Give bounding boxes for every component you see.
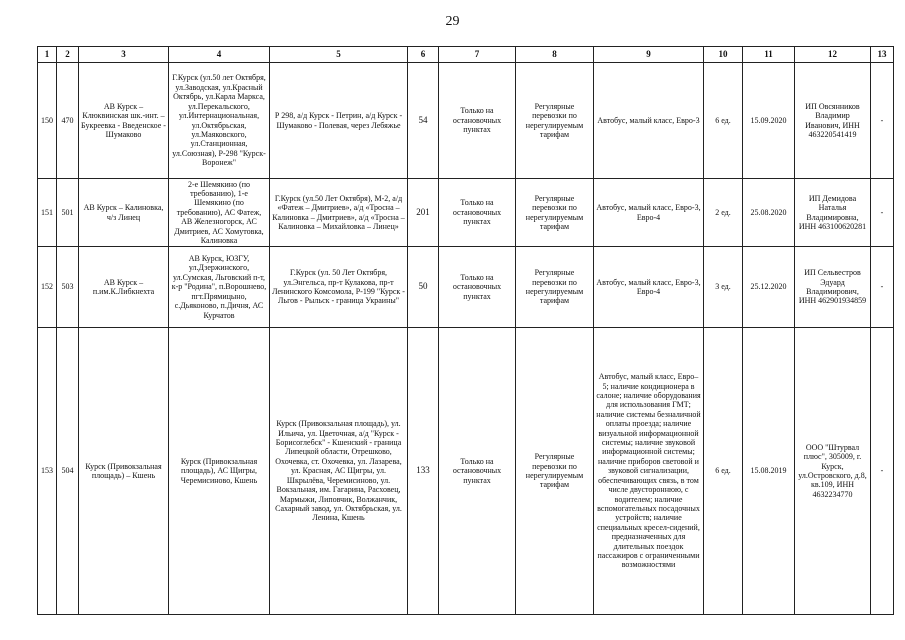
carrier-cell: ИП Овсянников Владимир Иванович, ИНН 463220541419 — [795, 63, 871, 179]
route-name-cell: Курск (Привокзальная площадь) – Кшень — [79, 328, 169, 615]
route-number-cell: 503 — [57, 247, 79, 328]
column-header: 11 — [743, 47, 795, 63]
route-number-cell: 470 — [57, 63, 79, 179]
transport-type-cell: Регулярные перевозки по нерегулируемым тарифам — [516, 63, 594, 179]
carrier-cell: ООО "Штурвал плюс", 305009, г. Курск, ул.Островского, д.8, кв.109, ИНН 4632234770 — [795, 328, 871, 615]
column-header: 8 — [516, 47, 594, 63]
length-cell: 54 — [408, 63, 439, 179]
boarding-cell: Только на остановочных пунктах — [439, 247, 516, 328]
vehicle-cell: Автобус, малый класс, Евро– 5; наличие кондиционера в салоне; наличие оборудования для использования ГМТ; наличие системы безналичной оплаты проезда; наличие визуальной информационной системы; наличие звуковой информационной системы; наличие приборов световой и звуковой сигнализации, обеспечивающих связь, в том числе двустороннюю, с водителем; наличие вспомогательных посадочных устройств; наличие специальных кресел-сидений, предназначенных для длительных поездок пассажиров с ограниченными возможностями — [594, 328, 704, 615]
note-cell: - — [871, 247, 894, 328]
note-cell: - — [871, 328, 894, 615]
vehicle-count-cell: 2 ед. — [704, 179, 743, 247]
vehicle-cell: Автобус, малый класс, Евро-3, Евро-4 — [594, 179, 704, 247]
column-header: 10 — [704, 47, 743, 63]
table-row — [38, 247, 894, 328]
carrier-cell: ИП Сельвестров Эдуард Владимирович, ИНН 462901934859 — [795, 247, 871, 328]
note-cell: - — [871, 179, 894, 247]
table-row — [38, 179, 894, 247]
transport-type-cell: Регулярные перевозки по нерегулируемым тарифам — [516, 179, 594, 247]
date-cell: 25.12.2020 — [743, 247, 795, 328]
vehicle-count-cell: 6 ед. — [704, 328, 743, 615]
length-cell: 201 — [408, 179, 439, 247]
route-name-cell: АВ Курск – Калиновка, ч/з Линец — [79, 179, 169, 247]
row-number-cell: 150 — [38, 63, 57, 179]
row-number-cell: 151 — [38, 179, 57, 247]
row-number-cell: 152 — [38, 247, 57, 328]
page-number: 29 — [445, 14, 460, 29]
date-cell: 15.09.2020 — [743, 63, 795, 179]
transport-type-cell: Регулярные перевозки по нерегулируемым тарифам — [516, 247, 594, 328]
vehicle-count-cell: 6 ед. — [704, 63, 743, 179]
column-header: 6 — [408, 47, 439, 63]
length-cell: 50 — [408, 247, 439, 328]
route-number-cell: 504 — [57, 328, 79, 615]
vehicle-cell: Автобус, малый класс, Евро-3 — [594, 63, 704, 179]
transport-type-cell: Регулярные перевозки по нерегулируемым тарифам — [516, 328, 594, 615]
streets-cell: Г.Курск (ул.50 Лет Октября), М-2, а/д «Фатеж – Дмитриев», а/д «Тросна – Калиновка – Дмитриев», а/д «Тросна – Калиновка – Михайловка – Линец» — [270, 179, 408, 247]
boarding-cell: Только на остановочных пунктах — [439, 179, 516, 247]
column-header: 1 — [38, 47, 57, 63]
column-header: 5 — [270, 47, 408, 63]
table-row — [38, 63, 894, 179]
vehicle-count-cell: 3 ед. — [704, 247, 743, 328]
boarding-cell: Только на остановочных пунктах — [439, 328, 516, 615]
stops-cell: АВ Курск, ЮЗГУ, ул.Дзержинского, ул.Сумская, Льговский п-т, к-р "Родина", п.Ворошнево, пгт.Прямицыно, с.Дьяконово, п.Дичня, АС Курчатов — [169, 247, 270, 328]
boarding-cell: Только на остановочных пунктах — [439, 63, 516, 179]
column-header: 13 — [871, 47, 894, 63]
date-cell: 15.08.2019 — [743, 328, 795, 615]
date-cell: 25.08.2020 — [743, 179, 795, 247]
vehicle-cell: Автобус, малый класс, Евро-3, Евро-4 — [594, 247, 704, 328]
carrier-cell: ИП Демидова Наталья Владимировна, ИНН 463100620281 — [795, 179, 871, 247]
route-name-cell: АВ Курск – Клюквинская шк.-инт. – Букреевка - Введенское - Шумаково — [79, 63, 169, 179]
column-header: 2 — [57, 47, 79, 63]
header-row — [38, 47, 894, 63]
column-header: 12 — [795, 47, 871, 63]
table-row — [38, 328, 894, 615]
column-header: 4 — [169, 47, 270, 63]
streets-cell: Курск (Привокзальная площадь), ул. Ильича, ул. Цветочная, а/д "Курск - Борисоглебск" - Кшенский - граница Липецкой области, Отрешково, Охочевка, ст. Охочевка, ул. Лазарева, ул. Красная, АС Щигры, ул. Шкрылёва, Черемисиново, ул. Вокзальная, им. Гагарина, Расховец, Мармыжи, Липовчик, Волжанчик, Сахарный завод, ул. Октябрьская, ул. Ленина, Кшень — [270, 328, 408, 615]
stops-cell: 2-е Шемякино (по требованию), 1-е Шемякино (по требованию), АС Фатеж, АВ Железногорск, АС Дмитриев, АС Хомутовка, Калиновка — [169, 179, 270, 247]
row-number-cell: 153 — [38, 328, 57, 615]
column-header: 7 — [439, 47, 516, 63]
stops-cell: Г.Курск (ул.50 лет Октября, ул.Заводская, ул.Красный Октябрь, ул.Карла Маркса, ул.Перекальского, ул.Интернациональная, ул.Октябрьская, ул.Маяковского, ул.Станционная, ул.Союзная), Р-298 "Курск-Воронеж" — [169, 63, 270, 179]
stops-cell: Курск (Привокзальная площадь), АС Щигры, Черемисиново, Кшень — [169, 328, 270, 615]
column-header: 9 — [594, 47, 704, 63]
note-cell: - — [871, 63, 894, 179]
route-number-cell: 501 — [57, 179, 79, 247]
route-name-cell: АВ Курск – п.им.К.Либкнехта — [79, 247, 169, 328]
column-header: 3 — [79, 47, 169, 63]
streets-cell: Р 298, а/д Курск - Петрин, а/д Курск - Шумаково - Полевая, через Лебяжье — [270, 63, 408, 179]
length-cell: 133 — [408, 328, 439, 615]
routes-register-table — [37, 46, 894, 615]
streets-cell: Г.Курск (ул. 50 Лет Октября, ул.Энгельса, пр-т Кулакова, пр-т Ленинского Комсомола, Р-199 "Курск - Льгов - Рыльск - граница Украины" — [270, 247, 408, 328]
